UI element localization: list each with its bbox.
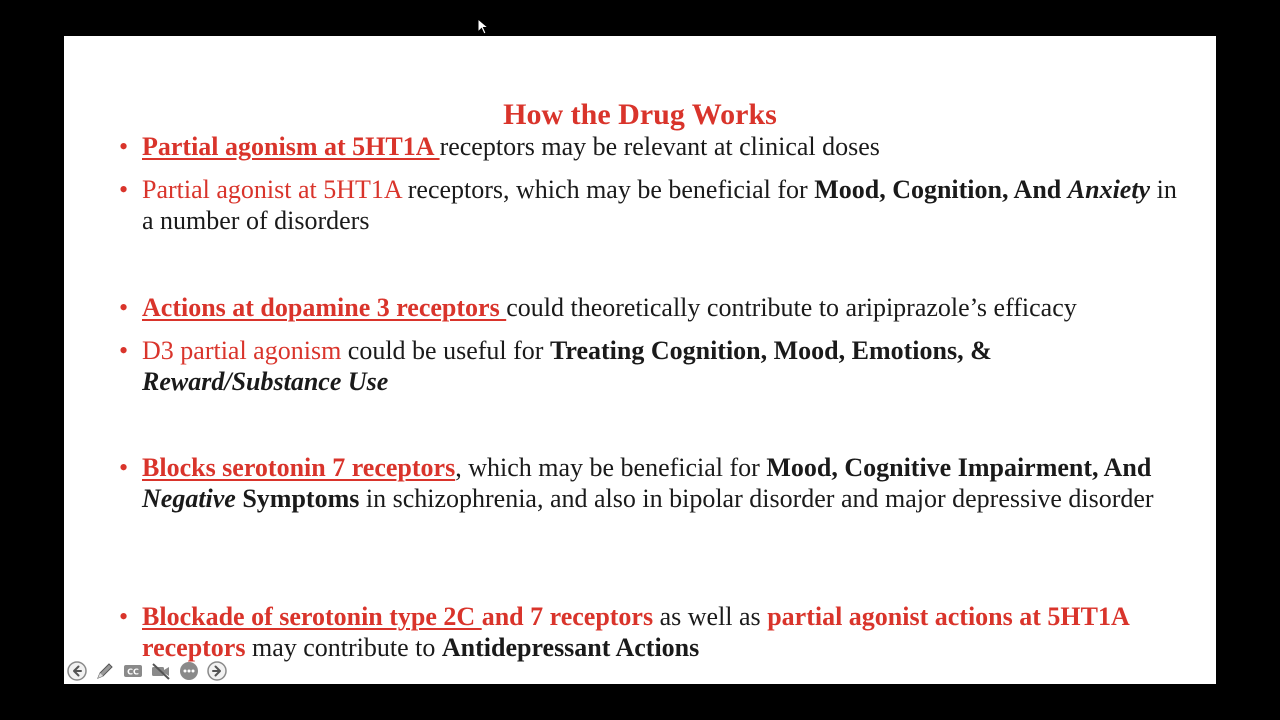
bullet-segment: Mood, Cognitive Impairment, And xyxy=(766,453,1152,482)
bullet-segment: in a number of disorders xyxy=(142,175,1177,235)
bullet-segment: , which may be beneficial for xyxy=(455,453,767,482)
bullet-segment: D3 partial agonism xyxy=(142,336,342,365)
bullet-item xyxy=(103,452,1193,514)
cc-icon xyxy=(123,661,143,681)
bullet-dot: • xyxy=(119,175,129,204)
arrow-left-icon xyxy=(67,661,87,681)
more-icon xyxy=(179,661,199,681)
bullet-segment: and 7 receptors xyxy=(481,602,654,631)
bullet-segment: Anxiety xyxy=(1067,175,1151,204)
bullet-item xyxy=(103,292,1193,323)
more-options-button[interactable] xyxy=(178,660,200,682)
captions-button[interactable] xyxy=(122,660,144,682)
bullet-segment: partial agonist actions at 5HT1A receptors xyxy=(142,602,1129,662)
bullet-segment: Partial agonism at 5HT1A xyxy=(142,132,440,161)
bullet-dot: • xyxy=(119,336,129,365)
bullet-segment: receptors may be relevant at clinical doses xyxy=(439,132,880,161)
bullet-segment: Negative xyxy=(142,484,236,513)
bullet-segment: Blocks serotonin 7 receptors xyxy=(142,453,456,482)
bullet-text xyxy=(142,602,1128,662)
presentation-slide xyxy=(64,36,1216,684)
bullet-segment: Antidepressant Actions xyxy=(441,633,700,662)
bullet-dot: • xyxy=(119,293,129,322)
bullet-segment: Actions at dopamine 3 receptors xyxy=(142,293,507,322)
video-off-icon xyxy=(151,661,171,681)
bullet-segment: as well as xyxy=(653,602,768,631)
arrow-right-icon xyxy=(207,661,227,681)
pen-tool-button[interactable] xyxy=(94,660,116,682)
bullet-segment: Reward/Substance Use xyxy=(142,367,389,396)
bullet-item xyxy=(103,131,1193,162)
bullet-segment: Symptoms xyxy=(235,484,360,513)
bullet-text xyxy=(142,132,880,161)
bullet-text xyxy=(142,453,1154,513)
bullet-segment: Blockade of serotonin type 2C xyxy=(142,602,482,631)
bullet-segment: receptors, which may be beneficial for xyxy=(401,175,815,204)
bullet-text xyxy=(142,175,1177,235)
pen-icon xyxy=(95,661,115,681)
bullet-segment: could theoretically contribute to aripiprazole’s efficacy xyxy=(506,293,1077,322)
bullet-dot: • xyxy=(119,602,129,631)
camera-off-button[interactable] xyxy=(150,660,172,682)
slide-title: How the Drug Works xyxy=(503,98,777,131)
bullet-item xyxy=(103,174,1193,236)
bullet-segment: Treating Cognition, Mood, Emotions, & xyxy=(549,336,992,365)
svg-text:CC: CC xyxy=(127,667,139,677)
bullet-segment: Partial agonist at 5HT1A xyxy=(142,175,402,204)
bullet-segment: in schizophrenia, and also in bipolar disorder and major depressive disorder xyxy=(359,484,1154,513)
mouse-cursor-icon xyxy=(477,18,491,36)
bullet-dot: • xyxy=(119,132,129,161)
previous-slide-button[interactable] xyxy=(66,660,88,682)
bullet-segment: Mood, Cognition, And xyxy=(814,175,1068,204)
bullet-dot: • xyxy=(119,453,129,482)
bullet-segment: could be useful for xyxy=(341,336,550,365)
slide-controls xyxy=(66,660,228,682)
next-slide-button[interactable] xyxy=(206,660,228,682)
bullet-text xyxy=(142,293,1077,322)
bullet-item xyxy=(103,601,1193,663)
bullet-text xyxy=(142,336,992,396)
bullet-item xyxy=(103,335,1193,397)
bullet-segment: may contribute to xyxy=(245,633,442,662)
